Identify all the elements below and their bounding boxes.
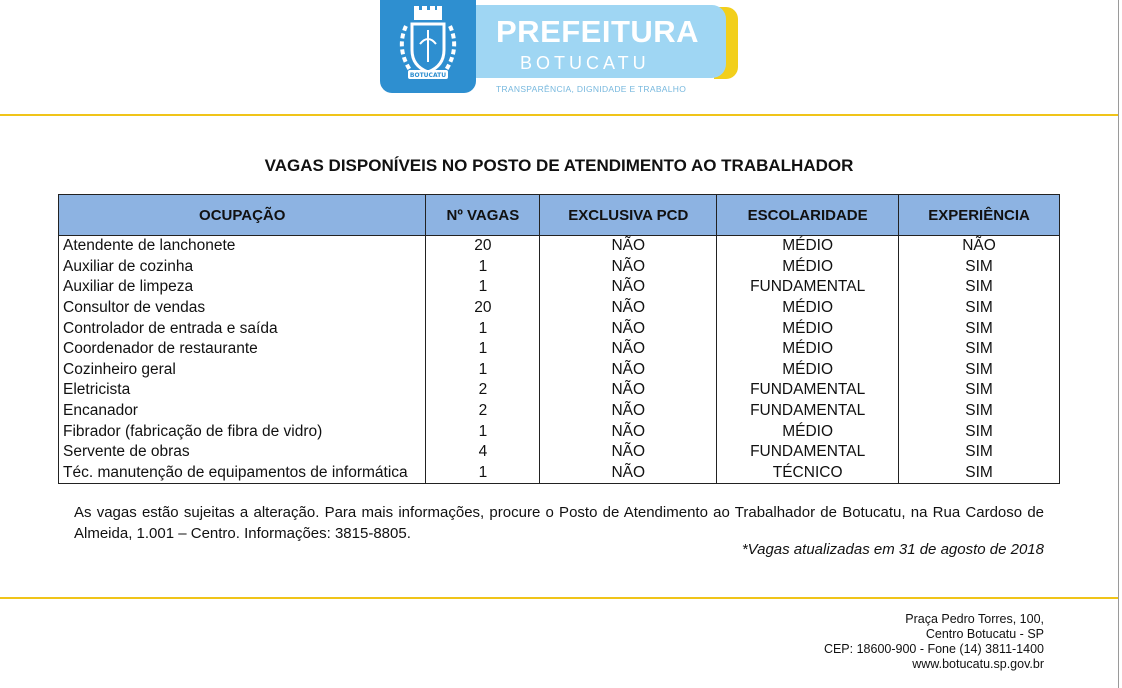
cell-ocupacao: Téc. manutenção de equipamentos de informática: [59, 463, 426, 484]
table-row: [59, 318, 1060, 339]
logo-tagline: TRANSPARÊNCIA, DIGNIDADE E TRABALHO: [496, 84, 687, 94]
cell-pcd: NÃO: [540, 442, 717, 463]
table-row: [59, 421, 1060, 442]
column-header-escolaridade: ESCOLARIDADE: [717, 195, 899, 236]
cell-escolaridade: FUNDAMENTAL: [717, 442, 899, 463]
cell-vagas: 20: [426, 236, 540, 257]
cell-ocupacao: Controlador de entrada e saída: [59, 318, 426, 339]
cell-vagas: 1: [426, 318, 540, 339]
cell-escolaridade: FUNDAMENTAL: [717, 401, 899, 422]
cell-pcd: NÃO: [540, 298, 717, 319]
cell-pcd: NÃO: [540, 318, 717, 339]
column-header-experiencia: EXPERIÊNCIA: [899, 195, 1060, 236]
cell-pcd: NÃO: [540, 463, 717, 484]
header-divider: [0, 114, 1118, 116]
cell-vagas: 1: [426, 421, 540, 442]
logo-title: PREFEITURA: [496, 14, 700, 49]
cell-escolaridade: MÉDIO: [717, 360, 899, 381]
cell-experiencia: SIM: [899, 339, 1060, 360]
footer-divider: [0, 597, 1118, 599]
cell-ocupacao: Eletricista: [59, 380, 426, 401]
footer-address: Praça Pedro Torres, 100,: [905, 612, 1044, 626]
cell-pcd: NÃO: [540, 339, 717, 360]
cell-experiencia: SIM: [899, 298, 1060, 319]
cell-ocupacao: Encanador: [59, 401, 426, 422]
cell-experiencia: SIM: [899, 318, 1060, 339]
cell-escolaridade: MÉDIO: [717, 318, 899, 339]
cell-pcd: NÃO: [540, 380, 717, 401]
footer-website: www.botucatu.sp.gov.br: [912, 657, 1044, 671]
cell-pcd: NÃO: [540, 360, 717, 381]
cell-pcd: NÃO: [540, 401, 717, 422]
cell-experiencia: SIM: [899, 257, 1060, 278]
cell-vagas: 4: [426, 442, 540, 463]
table-row: [59, 463, 1060, 484]
cell-vagas: 1: [426, 463, 540, 484]
logo-subtitle: BOTUCATU: [520, 53, 650, 73]
cell-ocupacao: Atendente de lanchonete: [59, 236, 426, 257]
table-row: [59, 442, 1060, 463]
cell-experiencia: SIM: [899, 360, 1060, 381]
vacancies-table: [58, 194, 1060, 484]
cell-vagas: 1: [426, 257, 540, 278]
table-row: [59, 339, 1060, 360]
cell-pcd: NÃO: [540, 421, 717, 442]
cell-ocupacao: Coordenador de restaurante: [59, 339, 426, 360]
cell-ocupacao: Servente de obras: [59, 442, 426, 463]
cell-ocupacao: Consultor de vendas: [59, 298, 426, 319]
cell-escolaridade: MÉDIO: [717, 339, 899, 360]
page-edge: [1118, 0, 1119, 688]
city-seal-icon: [390, 4, 466, 88]
cell-experiencia: SIM: [899, 463, 1060, 484]
document-title: VAGAS DISPONÍVEIS NO POSTO DE ATENDIMENTO AO TRABALHADOR: [264, 156, 854, 175]
cell-escolaridade: MÉDIO: [717, 257, 899, 278]
cell-escolaridade: FUNDAMENTAL: [717, 380, 899, 401]
footer-city: Centro Botucatu - SP: [925, 627, 1044, 641]
cell-vagas: 1: [426, 360, 540, 381]
table-row: [59, 380, 1060, 401]
cell-escolaridade: TÉCNICO: [717, 463, 899, 484]
cell-escolaridade: MÉDIO: [717, 236, 899, 257]
table-row: [59, 298, 1060, 319]
prefeitura-logo: [380, 0, 740, 95]
cell-vagas: 20: [426, 298, 540, 319]
cell-escolaridade: FUNDAMENTAL: [717, 277, 899, 298]
information-note: As vagas estão sujeitas a alteração. Para mais informações, procure o Posto de Atendimento ao Trabalhador de Botucatu, na Rua Cardoso de Almeida, 1.001 – Centro. Informações: 3815-8805.: [74, 504, 1044, 542]
cell-experiencia: NÃO: [899, 236, 1060, 257]
cell-pcd: NÃO: [540, 236, 717, 257]
cell-ocupacao: Fibrador (fabricação de fibra de vidro): [59, 421, 426, 442]
column-header-vagas: Nº VAGAS: [426, 195, 540, 236]
seal-ribbon-text: BOTUCATU: [409, 72, 447, 79]
column-header-ocupacao: OCUPAÇÃO: [59, 195, 426, 236]
cell-experiencia: SIM: [899, 442, 1060, 463]
cell-experiencia: SIM: [899, 421, 1060, 442]
cell-escolaridade: MÉDIO: [717, 421, 899, 442]
cell-pcd: NÃO: [540, 257, 717, 278]
cell-experiencia: SIM: [899, 380, 1060, 401]
table-row: [59, 401, 1060, 422]
cell-escolaridade: MÉDIO: [717, 298, 899, 319]
cell-ocupacao: Cozinheiro geral: [59, 360, 426, 381]
footer-contact: CEP: 18600-900 - Fone (14) 3811-1400: [823, 642, 1044, 656]
cell-pcd: NÃO: [540, 277, 717, 298]
column-header-pcd: EXCLUSIVA PCD: [540, 195, 717, 236]
cell-experiencia: SIM: [899, 401, 1060, 422]
update-date-note: *Vagas atualizadas em 31 de agosto de 2018: [741, 541, 1044, 558]
cell-vagas: 2: [426, 380, 540, 401]
table-row: [59, 236, 1060, 257]
logo-seal-block: [380, 0, 476, 93]
table-header-row: [59, 195, 1060, 236]
cell-ocupacao: Auxiliar de cozinha: [59, 257, 426, 278]
cell-experiencia: SIM: [899, 277, 1060, 298]
cell-vagas: 2: [426, 401, 540, 422]
cell-vagas: 1: [426, 277, 540, 298]
cell-ocupacao: Auxiliar de limpeza: [59, 277, 426, 298]
cell-vagas: 1: [426, 339, 540, 360]
table-row: [59, 360, 1060, 381]
table-row: [59, 257, 1060, 278]
footer-address-block: [824, 612, 1044, 672]
table-row: [59, 277, 1060, 298]
